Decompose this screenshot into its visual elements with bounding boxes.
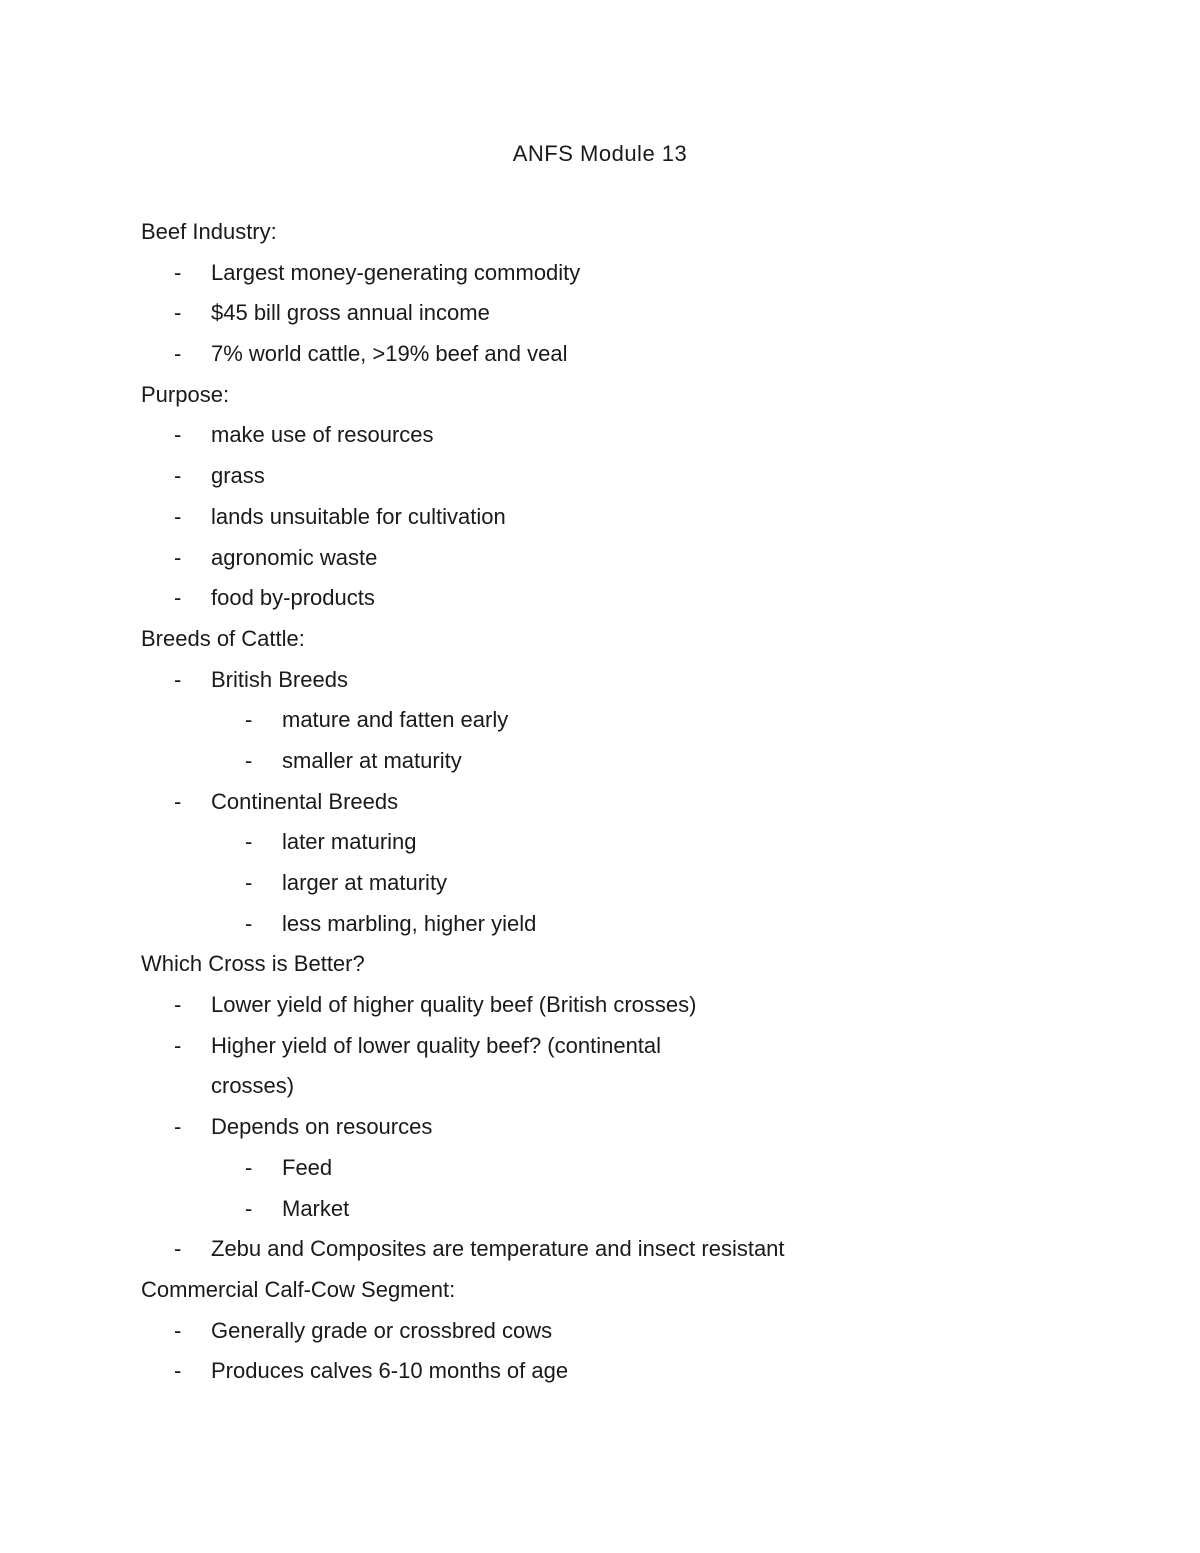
list-item-text: Continental Breeds: [211, 788, 399, 814]
page-title: ANFS Module 13: [512, 141, 688, 166]
notes-body: [141, 212, 861, 1392]
dash-bullet: -: [174, 503, 182, 529]
dash-bullet: -: [245, 910, 253, 936]
dash-bullet: -: [174, 341, 182, 367]
sub-list-item-text: Feed: [282, 1154, 333, 1180]
section-heading-beef-industry: Beef Industry:: [141, 219, 277, 244]
sub-list-item-text: larger at maturity: [282, 870, 448, 895]
list-item-text: $45 bill gross annual income: [211, 300, 490, 326]
list-item-text: Higher yield of lower quality beef? (continental: [211, 1032, 662, 1058]
dash-bullet: -: [245, 747, 253, 773]
list-item-continuation: crosses): [211, 1073, 295, 1099]
dash-bullet: -: [174, 992, 182, 1018]
dash-bullet: -: [174, 544, 182, 570]
dash-bullet: -: [174, 1317, 182, 1343]
list-item: [141, 253, 861, 294]
list-item-text: food by-products: [211, 585, 375, 611]
list-item-text: agronomic waste: [211, 544, 378, 570]
dash-bullet: -: [245, 1195, 253, 1221]
sub-list-item: [141, 863, 861, 904]
list-item-text: Largest money-generating commodity: [211, 259, 581, 285]
list-item-text: Zebu and Composites are temperature and insect resistant: [211, 1236, 785, 1262]
dash-bullet: -: [174, 463, 182, 489]
sub-list-item: [141, 1189, 861, 1230]
dash-bullet: -: [174, 585, 182, 611]
sub-list-item-text: mature and fatten early: [282, 707, 509, 733]
list-item-text: Depends on resources: [211, 1114, 433, 1140]
dash-bullet: -: [174, 422, 182, 448]
list-item: [141, 334, 861, 375]
list-item-continental-breeds: [141, 782, 861, 823]
sub-list-item-text: Market: [282, 1195, 350, 1221]
sub-list-item: [141, 822, 861, 863]
dash-bullet: -: [174, 788, 182, 814]
list-item: [141, 1026, 861, 1067]
section-heading-which-cross: Which Cross is Better?: [141, 951, 365, 977]
list-item: [141, 456, 861, 497]
dash-bullet: -: [245, 829, 253, 855]
dash-bullet: -: [174, 1236, 182, 1262]
list-item-text: grass: [211, 463, 265, 489]
sub-list-item: [141, 700, 861, 741]
list-item-text: Lower yield of higher quality beef (British crosses): [211, 992, 697, 1018]
list-item: [141, 415, 861, 456]
sub-list-item: [141, 1148, 861, 1189]
sub-list-item: [141, 904, 861, 945]
list-item-text: British Breeds: [211, 666, 348, 692]
dash-bullet: -: [245, 1154, 253, 1180]
section-heading-purpose: Purpose:: [141, 381, 230, 407]
sub-list-item-text: less marbling, higher yield: [282, 910, 537, 936]
list-item: [141, 1351, 861, 1392]
dash-bullet: -: [174, 1358, 182, 1384]
list-item-text: make use of resources: [211, 422, 434, 448]
sub-list-item-text: later maturing: [282, 829, 417, 855]
dash-bullet: -: [245, 707, 253, 733]
dash-bullet: -: [245, 870, 253, 895]
list-item: [141, 293, 861, 334]
section-heading-calf-cow: Commercial Calf-Cow Segment:: [141, 1276, 456, 1302]
list-item-text: lands unsuitable for cultivation: [211, 503, 506, 529]
list-item-text: Produces calves 6-10 months of age: [211, 1358, 569, 1384]
list-item: [141, 1311, 861, 1352]
sub-list-item-text: smaller at maturity: [282, 747, 462, 773]
list-item: [141, 578, 861, 619]
list-item: [141, 538, 861, 579]
list-item-british-breeds: [141, 660, 861, 701]
dash-bullet: -: [174, 1032, 182, 1058]
list-item-text: Generally grade or crossbred cows: [211, 1317, 553, 1343]
dash-bullet: -: [174, 1114, 182, 1140]
sub-list-item: [141, 741, 861, 782]
section-heading-breeds: Breeds of Cattle:: [141, 625, 305, 651]
list-item: [141, 1107, 861, 1148]
list-item: [141, 985, 861, 1026]
list-item: [141, 497, 861, 538]
list-item: [141, 1229, 861, 1270]
dash-bullet: -: [174, 666, 182, 692]
dash-bullet: -: [174, 259, 182, 285]
dash-bullet: -: [174, 300, 182, 326]
list-item-text: 7% world cattle, >19% beef and veal: [211, 341, 568, 367]
